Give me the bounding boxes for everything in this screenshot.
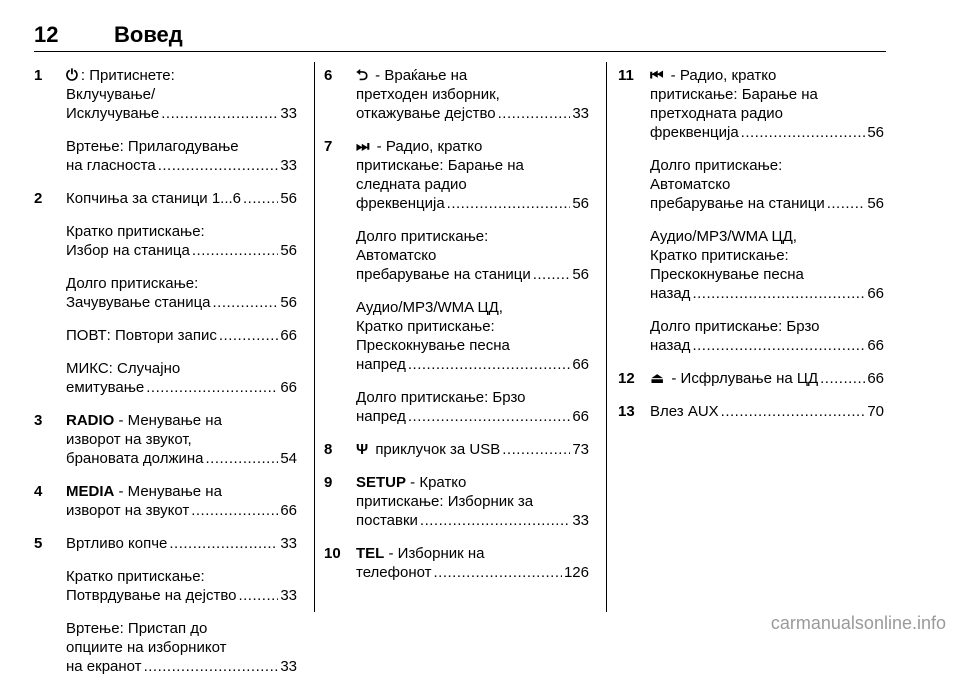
entry-paragraph (356, 388, 589, 426)
entry-number: 9 (324, 474, 333, 491)
page-reference-link[interactable]: 33 (280, 535, 297, 552)
entry-line (66, 501, 297, 520)
index-entry (34, 189, 297, 397)
column-2 (324, 66, 589, 596)
dot-leader (146, 378, 278, 397)
entry-text: - Менување на (114, 483, 222, 500)
entry-text: фреквенција (356, 195, 445, 212)
entry-text: притискање: Барање на (650, 86, 818, 103)
entry-text: изворот на звукот, (66, 431, 192, 448)
entry-text: претходен изборник, (356, 86, 500, 103)
entry-text: фреквенција (650, 124, 739, 141)
entry-text: Кратко притискање: (66, 568, 205, 585)
dot-leader (213, 293, 279, 312)
control-keyword: RADIO (66, 412, 115, 429)
index-entry (324, 137, 589, 426)
page-reference-link[interactable]: 66 (280, 327, 297, 344)
entry-paragraph (66, 359, 297, 397)
entry-line (66, 326, 297, 345)
index-entry (34, 66, 297, 175)
entry-text: Избор на станица (66, 242, 190, 259)
entry-line (66, 66, 297, 85)
entry-text: МИКС: Случајно (66, 360, 181, 377)
entry-paragraph (66, 534, 297, 553)
entry-line (650, 123, 884, 142)
eject-icon: ⏏ (650, 370, 665, 387)
entry-text: ПОВТ: Повтори запис (66, 327, 217, 344)
control-keyword: TEL (356, 545, 385, 562)
entry-line (650, 402, 884, 421)
entry-text: поставки (356, 512, 418, 529)
entry-line (650, 317, 884, 336)
entry-line (356, 175, 589, 194)
entry-text: приклучок за USB (375, 441, 501, 458)
entry-text: Вртење: Пристап до (66, 620, 208, 637)
entry-text: Кратко притискање: (66, 223, 205, 240)
entry-paragraph (66, 189, 297, 208)
entry-text: телефонот (356, 564, 432, 581)
entry-text: Потврдување на дејство (66, 587, 237, 604)
entry-line (66, 156, 297, 175)
entry-line (650, 66, 884, 85)
page-reference-link[interactable]: 66 (280, 502, 297, 519)
entry-paragraph (356, 473, 589, 530)
entry-line (66, 274, 297, 293)
entry-line (356, 227, 589, 246)
dot-leader (408, 355, 570, 374)
page-reference-link[interactable]: 33 (280, 105, 297, 122)
entry-paragraph (66, 619, 297, 676)
page-reference-link[interactable]: 66 (572, 408, 589, 425)
separator: - (372, 138, 386, 155)
entry-line (66, 378, 297, 397)
entry-text: Долго притискање: (66, 275, 199, 292)
dot-leader (434, 563, 562, 582)
separator: - (667, 370, 681, 387)
entry-line (356, 407, 589, 426)
dot-leader (161, 104, 278, 123)
dot-leader (502, 440, 570, 459)
entry-line (66, 85, 297, 104)
entry-line (356, 440, 589, 459)
entry-text: Вртење: Прилагодување (66, 138, 239, 155)
entry-line (356, 194, 589, 213)
page-reference-link[interactable]: 56 (280, 242, 297, 259)
entry-line (650, 246, 884, 265)
entry-line (66, 534, 297, 553)
entry-paragraph (66, 482, 297, 520)
entry-line (66, 619, 297, 638)
entry-text: Радио, кратко (679, 67, 777, 84)
entry-line (356, 66, 589, 85)
entry-text: на гласноста (66, 157, 156, 174)
separator: - (666, 67, 680, 84)
entry-line (66, 137, 297, 156)
column-divider (314, 62, 315, 612)
entry-line (66, 567, 297, 586)
entry-number: 11 (618, 67, 634, 84)
page-reference-link[interactable]: 33 (572, 105, 589, 122)
header-rule (34, 51, 886, 52)
entry-line (356, 137, 589, 156)
separator: : (80, 67, 90, 84)
skip-forward-icon: ⏭ (356, 138, 370, 155)
entry-text: Прескокнување песна (650, 266, 804, 283)
entry-line (66, 222, 297, 241)
entry-text: Долго притискање: Брзо (356, 389, 526, 406)
entry-text: пребарување на станици (356, 266, 531, 283)
entry-paragraph (356, 66, 589, 123)
page-reference-link[interactable]: 33 (280, 587, 297, 604)
usb-icon: Ψ (356, 441, 369, 458)
index-entry (324, 473, 589, 530)
entry-line (356, 511, 589, 530)
control-keyword: SETUP (356, 474, 407, 491)
page-reference-link[interactable]: 66 (867, 285, 884, 302)
index-entry (618, 369, 884, 388)
dot-leader (498, 104, 571, 123)
column-divider (606, 62, 607, 612)
entry-text: Прескокнување песна (356, 337, 510, 354)
entry-text: Аудио/MP3/WMA ЦД, (650, 228, 797, 245)
entry-text: притискање: Барање на (356, 157, 524, 174)
entry-text: опциите на изборникот (66, 639, 227, 656)
entry-number: 2 (34, 190, 43, 207)
entry-line (650, 265, 884, 284)
entry-text: брановата должина (66, 450, 204, 467)
index-entry (34, 534, 297, 676)
dot-leader (533, 265, 571, 284)
entry-text: назад (650, 285, 691, 302)
entry-number: 7 (324, 138, 333, 155)
page-reference-link[interactable]: 73 (572, 441, 589, 458)
entry-paragraph (66, 411, 297, 468)
entry-text: назад (650, 337, 691, 354)
column-3 (618, 66, 884, 435)
entry-text: откажување дејство (356, 105, 496, 122)
entry-line (356, 246, 589, 265)
watermark: carmanualsonline.info (770, 613, 946, 633)
entry-line (650, 156, 884, 175)
entry-number: 6 (324, 67, 333, 84)
entry-line (356, 388, 589, 407)
page-reference-link[interactable]: 56 (867, 124, 884, 141)
entry-line (66, 293, 297, 312)
dot-leader (820, 369, 865, 388)
page-reference-link[interactable]: 33 (572, 512, 589, 529)
entry-line (650, 175, 884, 194)
entry-text: Аудио/MP3/WMA ЦД, (356, 299, 503, 316)
index-entry (324, 440, 589, 459)
dot-leader (447, 194, 571, 213)
entry-paragraph (650, 66, 884, 142)
dot-leader (158, 156, 279, 175)
dot-leader (408, 407, 570, 426)
dot-leader (741, 123, 866, 142)
entry-line (66, 638, 297, 657)
entry-paragraph (66, 137, 297, 175)
entry-text: Долго притискање: (356, 228, 489, 245)
entry-text: притискање: Изборник за (356, 493, 534, 510)
dot-leader (219, 326, 278, 345)
page-header (34, 22, 886, 52)
entry-text: на екранот (66, 658, 142, 675)
page-reference-link[interactable]: 56 (280, 294, 297, 311)
entry-paragraph (66, 274, 297, 312)
back-arrow-icon: ⮌ (356, 67, 369, 84)
page-reference-link[interactable]: 66 (867, 337, 884, 354)
page-reference-link[interactable]: 33 (280, 157, 297, 174)
index-entry (34, 482, 297, 520)
entry-text: Зачувување станица (66, 294, 211, 311)
dot-leader (420, 511, 570, 530)
entry-text: Притиснете: (89, 67, 175, 84)
index-entry (618, 66, 884, 355)
entry-text: Автоматско (650, 176, 731, 193)
entry-text: Враќање на (384, 67, 468, 84)
entry-text: Кратко притискање: (356, 318, 495, 335)
control-keyword: MEDIA (66, 483, 115, 500)
entry-number: 12 (618, 370, 635, 387)
entry-text: Вклучување/ (66, 86, 156, 103)
entry-paragraph (356, 440, 589, 459)
entry-line (356, 317, 589, 336)
entry-number: 13 (618, 403, 635, 420)
entry-number: 5 (34, 535, 43, 552)
entry-line (650, 284, 884, 303)
entry-text: Исклучување (66, 105, 160, 122)
page-reference-link[interactable]: 66 (280, 379, 297, 396)
page-reference-link[interactable]: 126 (563, 564, 589, 581)
entry-line (356, 355, 589, 374)
entry-line (66, 189, 297, 208)
entry-line (356, 492, 589, 511)
entry-line (356, 156, 589, 175)
page-reference-link[interactable]: 56 (280, 190, 297, 207)
entry-text: - Кратко (406, 474, 467, 491)
entry-line (650, 369, 884, 388)
entry-text: Копчиња за станици 1...6 (66, 190, 242, 207)
page-title: Вовед (114, 22, 183, 47)
page-reference-link[interactable]: 56 (572, 195, 589, 212)
entry-number: 3 (34, 412, 43, 429)
entry-text: следната радио (356, 176, 467, 193)
entry-number: 1 (34, 67, 43, 84)
entry-text: - Менување на (114, 412, 222, 429)
index-entry (34, 411, 297, 468)
entry-line (650, 85, 884, 104)
entry-line (66, 411, 297, 430)
page-reference-link[interactable]: 70 (867, 403, 884, 420)
page-reference-link[interactable]: 54 (280, 450, 297, 467)
entry-text: Кратко притискање: (650, 247, 789, 264)
dot-leader (692, 336, 865, 355)
entry-paragraph (356, 227, 589, 284)
entry-paragraph (356, 137, 589, 213)
entry-line (650, 194, 884, 213)
entry-number: 4 (34, 483, 43, 500)
index-entry (324, 66, 589, 123)
dot-leader (192, 241, 278, 260)
dot-leader (238, 586, 278, 605)
entry-paragraph (650, 317, 884, 355)
entry-line (66, 657, 297, 676)
entry-paragraph (650, 227, 884, 303)
entry-line (356, 104, 589, 123)
entry-line (356, 544, 589, 563)
page-reference-link[interactable]: 33 (280, 658, 297, 675)
entry-paragraph (66, 567, 297, 605)
skip-back-icon: ⏮ (650, 67, 664, 84)
separator: - (371, 67, 385, 84)
dot-leader (721, 402, 866, 421)
entry-paragraph (66, 222, 297, 260)
entry-number: 8 (324, 441, 333, 458)
entry-line (650, 104, 884, 123)
entry-paragraph (356, 544, 589, 582)
entry-text: изворот на звукот (66, 502, 190, 519)
dot-leader (144, 657, 279, 676)
entry-line (650, 227, 884, 246)
page-number: 12 (34, 22, 59, 47)
entry-text: Долго притискање: Брзо (650, 318, 820, 335)
index-entry (324, 544, 589, 582)
entry-text: напред (356, 408, 406, 425)
entry-line (66, 430, 297, 449)
entry-line (66, 482, 297, 501)
entry-text: Автоматско (356, 247, 437, 264)
entry-line (66, 104, 297, 123)
entry-line (356, 473, 589, 492)
entry-line (356, 563, 589, 582)
entry-line (66, 449, 297, 468)
entry-number: 10 (324, 545, 341, 562)
page-reference-link[interactable]: 56 (867, 195, 884, 212)
entry-text: Исфрлување на ЦД (680, 370, 819, 387)
entry-paragraph (356, 298, 589, 374)
entry-text: - Изборник на (384, 545, 485, 562)
entry-text: Влез AUX (650, 403, 719, 420)
entry-line (356, 336, 589, 355)
entry-text: Долго притискање: (650, 157, 783, 174)
entry-paragraph (650, 369, 884, 388)
entry-paragraph (650, 402, 884, 421)
entry-line (356, 298, 589, 317)
entry-line (66, 586, 297, 605)
page-reference-link[interactable]: 66 (867, 370, 884, 387)
entry-line (66, 359, 297, 378)
entry-line (356, 265, 589, 284)
entry-line (66, 241, 297, 260)
entry-line (356, 85, 589, 104)
dot-leader (191, 501, 278, 520)
page-reference-link[interactable]: 66 (572, 356, 589, 373)
dot-leader (169, 534, 278, 553)
dot-leader (205, 449, 278, 468)
page-reference-link[interactable]: 56 (572, 266, 589, 283)
dot-leader (827, 194, 866, 213)
entry-paragraph (66, 326, 297, 345)
entry-text: претходната радио (650, 105, 783, 122)
entry-text: пребарување на станици (650, 195, 825, 212)
entry-text: емитување (66, 379, 145, 396)
column-1 (34, 66, 297, 690)
entry-text: Вртливо копче (66, 535, 168, 552)
index-entry (618, 402, 884, 421)
power-icon: ⏻ (66, 67, 78, 84)
entry-paragraph (650, 156, 884, 213)
entry-paragraph (66, 66, 297, 123)
entry-text: напред (356, 356, 406, 373)
dot-leader (243, 189, 278, 208)
entry-text: Радио, кратко (385, 138, 483, 155)
entry-line (650, 336, 884, 355)
dot-leader (692, 284, 865, 303)
